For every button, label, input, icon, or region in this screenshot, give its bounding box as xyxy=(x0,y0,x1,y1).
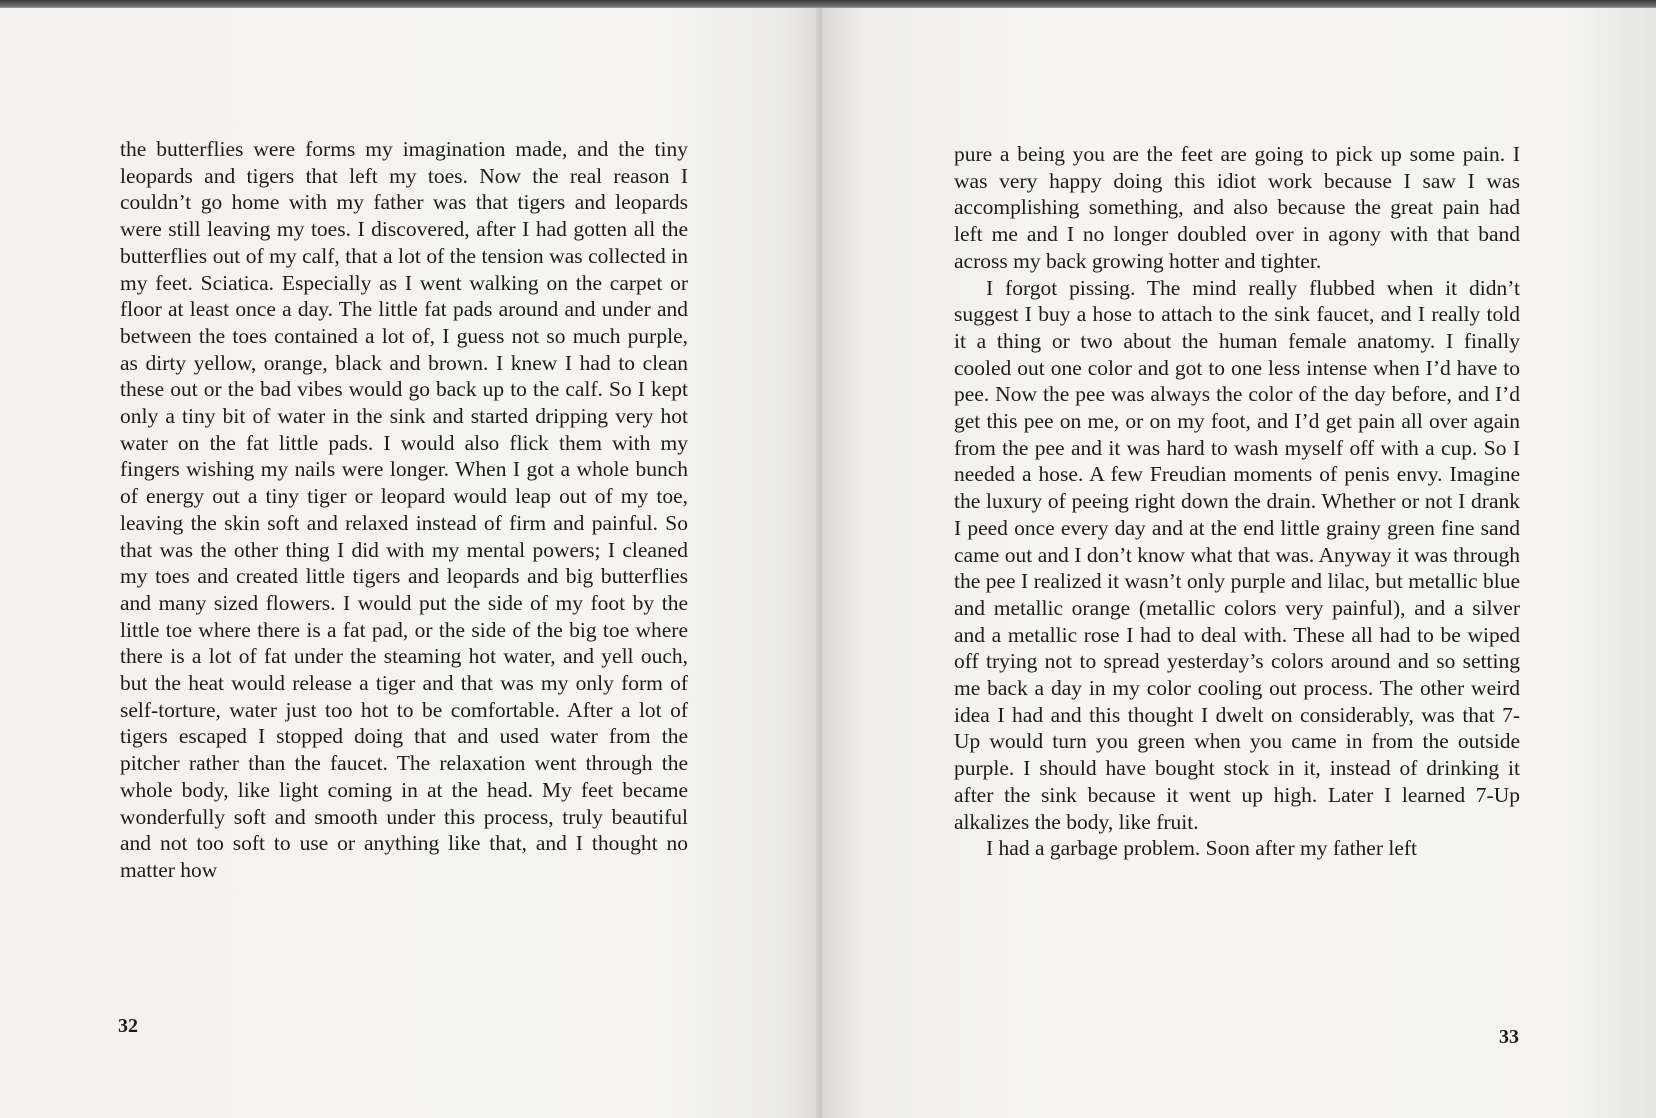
right-page-number: 33 xyxy=(1499,1026,1519,1048)
left-page-paragraph: the butterflies were forms my imagination made, and the tiny leopards and tigers that left my toes. Now the real reason I couldn’t go home with my father was that tigers and leopards were still leaving my toes. I discovered, after I had gotten all the butterflies out of my calf, that a lot of the tension was collected in my feet. Sciatica. Especially as I went walking on the carpet or floor at least once a day. The little fat pads around and under and between the toes contained a lot of, I guess not so much purple, as dirty yellow, orange, black and brown. I knew I had to clean these out or the bad vibes would go back up to the calf. So I kept only a tiny bit of water in the sink and started dripping very hot water on the fat little pads. I would also flick them with my fingers wishing my nails were longer. When I got a whole bunch of energy out a tiny tiger or leopard would leap out of my toe, leaving the skin soft and relaxed instead of firm and painful. So that was the other thing I did with my mental powers; I cleaned my toes and created little tigers and leopards and big butterflies and many sized flowers. I would put the side of my foot by the little toe where there is a fat pad, or the side of the big toe where there is a lot of fat under the steaming hot water, and yell ouch, but the heat would release a tiger and that was my only form of self-torture, water just too hot to be comfortable. After a lot of tigers escaped I stopped doing that and used water from the pitcher rather than the faucet. The relaxation went through the whole body, like light coming in at the head. My feet became wonderfully soft and smooth under this process, truly beautiful and not too soft to use or anything like that, and I thought no matter how xyxy=(120,137,688,882)
right-page-paragraph-2: I forgot pissing. The mind really flubbed when it didn’t suggest I buy a hose to attach to the sink faucet, and I really told it a thing or two about the human female anatomy. I finally cooled out one color and got to one less intense when I’d have to pee. Now the pee was always the color of the day before, and I’d get this pee on me, or on my foot, and I’d get pain all over again from the pee and it was hard to wash myself off with a cup. So I needed a hose. A few Freudian moments of penis envy. Imagine the luxury of peeing right down the drain. Whether or not I drank I peed once every day and at the end little grainy green fine sand came out and I don’t know what that was. Anyway it was through the pee I realized it wasn’t only purple and lilac, but metallic blue and metallic orange (metallic colors very painful), and a silver and a metallic rose I had to deal with. These all had to be wiped off trying not to spread yesterday’s colors around and so setting me back a day in my color cooling out process. The other weird idea I had and this thought I dwelt on considerably, was that 7-Up would turn you green when you came in from the outside purple. I should have bought stock in it, instead of drinking it after the sink because it went up high. Later I learned 7-Up alkalizes the body, like fruit. xyxy=(954,275,1520,834)
right-page-paragraph-1: pure a being you are the feet are going to pick up some pain. I was very happy doing this idiot work because I saw I was accomplishing something, and also because the great pain had left me and I no longer doubled over in agony with that band across my back growing hotter and tighter. xyxy=(954,142,1520,273)
right-page-paragraph-3: I had a garbage problem. Soon after my father left xyxy=(986,836,1418,861)
left-page xyxy=(0,8,822,1118)
left-page-text xyxy=(120,136,688,884)
left-page-number: 32 xyxy=(118,1015,138,1037)
right-page xyxy=(822,8,1656,1118)
right-page-text xyxy=(954,141,1520,862)
